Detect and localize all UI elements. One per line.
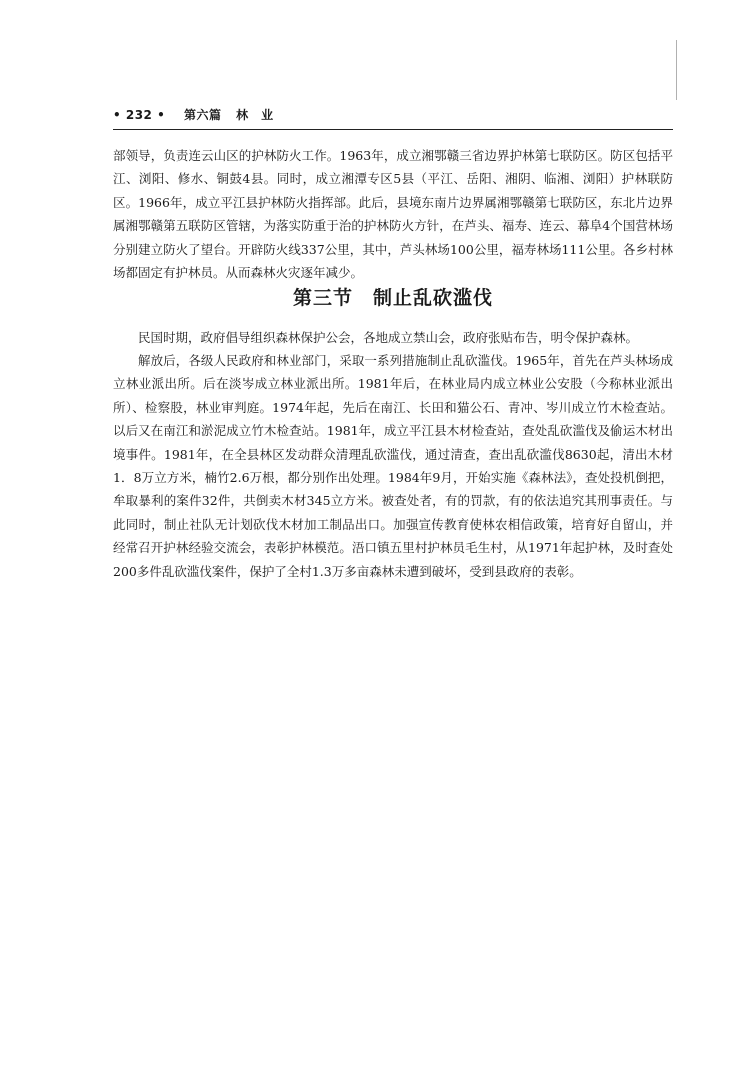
paragraph-2: 解放后，各级人民政府和林业部门，采取一系列措施制止乱砍滥伐。1965年，首先在芦头林场成立林业派出所。后在淡岑成立林业派出所。1981年后，在林业局内成立林业公安股（今称林业派出所）、检察股，林业审判庭。1974年起，先后在南江、长田和猫公石、青冲、岑川成立竹木检查站。以后又在南江和淤泥成立竹木检查站。1981年，成立平江县木材检查站，查处乱砍滥伐及偷运木材出境事件。1981年，在全县林区发动群众清理乱砍滥伐，通过清查，查出乱砍滥伐8630起，清出木材1．8万立方米，楠竹2.6万根，都分别作出处理。1984年9月，开始实施《森林法》，查处投机倒把，牟取暴利的案件32件，共倒卖木材345立方米。被查处者，有的罚款，有的依法追究其刑事责任。与此同时，制止社队无计划砍伐木材加工制品出口。加强宣传教育使林农相信政策，培育好自留山，并经常召开护林经验交流会，表彰护林模范。浯口镇五里村护林员毛生村，从1971年起护林，及时查处200多件乱砍滥伐案件，保护了全村1.3万多亩森林未遭到破坏，受到县政府的表彰。: [113, 353, 673, 579]
part-title: 第六篇: [183, 108, 222, 122]
page-number: • 232 •: [113, 108, 166, 122]
paragraph-1: 民国时期，政府倡导组织森林保护公会，各地成立禁山会，政府张贴布告，明令保护森林。: [138, 330, 639, 345]
margin-rule-mark: [676, 40, 677, 100]
running-header: [113, 106, 673, 128]
section-title: 第三节 制止乱砍滥伐: [292, 287, 493, 309]
chapter-title: 林 业: [236, 108, 274, 122]
continued-paragraph: 部领导，负责连云山区的护林防火工作。1963年，成立湘鄂赣三省边界护林第七联防区。防区包括平江、浏阳、修水、铜鼓4县。同时，成立湘潭专区5县（平江、岳阳、湘阴、临湘、浏阳）护林联防区。1966年，成立平江县护林防火指挥部。此后，县境东南片边界属湘鄂赣第七联防区，东北片边界属湘鄂赣第五联防区管辖，为落实防重于治的护林防火方针，在芦头、福寿、连云、幕阜4个国营林场分别建立防火了望台。开辟防火线337公里，其中，芦头林场100公里，福寿林场111公里。各乡村林场都固定有护林员。从而森林火灾逐年减少。: [113, 148, 673, 281]
header-divider: [113, 129, 673, 130]
